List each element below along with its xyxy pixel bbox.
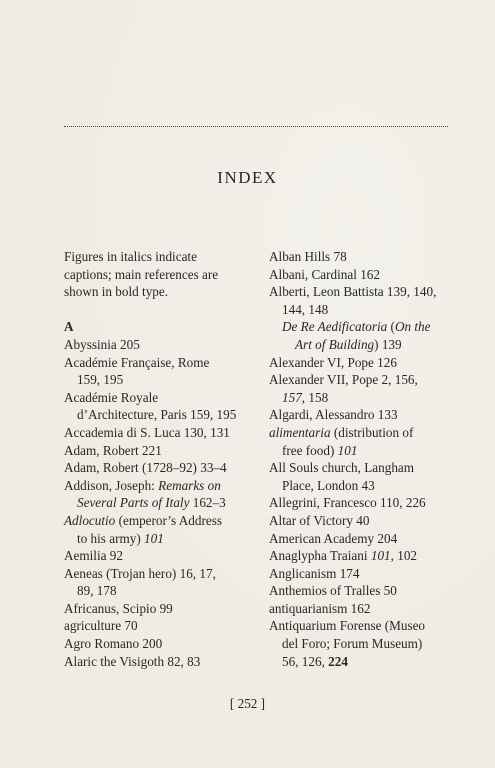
index-entry [269,530,459,548]
section-letter: A [64,319,74,335]
entry-line [64,600,254,618]
entry-line [64,477,254,495]
index-entry [269,371,459,406]
entry-text: free food) [282,442,338,458]
entry-line [269,565,459,583]
entry-text: 144, 148 [282,301,329,317]
entry-text: Adlocutio [64,512,116,528]
index-entry [269,266,459,284]
index-entry [269,600,459,618]
index-entry [269,424,459,459]
entry-line [269,266,459,284]
entry-text: Adam, Robert 221 [64,442,162,458]
index-entry [269,406,459,424]
index-entry [64,547,254,565]
entry-text: 89, 178 [77,583,117,599]
index-entry [64,635,254,653]
entry-line [269,283,459,301]
entry-text: Accademia di S. Luca 130, 131 [64,424,230,440]
entry-line [64,389,254,407]
entry-text: Anglicanism 174 [269,565,360,581]
entry-text: Place, London 43 [282,477,375,493]
entry-line [269,459,459,477]
entry-text: d’Architecture, Paris 159, 195 [77,407,237,423]
entry-text: Aeneas (Trojan hero) 16, 17, [64,565,216,581]
index-entry [64,600,254,618]
index-entry [64,389,254,424]
entry-text: , 102 [390,548,417,564]
index-entry [269,283,459,318]
entry-text: 101 [144,530,164,546]
page-title: INDEX [217,168,278,187]
index-entries-left [64,336,254,670]
entry-text: (emperor’s Address [115,512,222,528]
entry-text: De Re Aedificatoria [282,319,388,335]
entry-text: 157 [282,389,302,405]
entry-line [269,653,459,671]
entry-text: Adam, Robert (1728–92) 33–4 [64,460,227,476]
entry-line [64,494,254,512]
entry-line [269,530,459,548]
index-column-left [64,248,254,670]
entry-line [64,530,254,548]
entry-line [64,459,254,477]
entry-line [269,582,459,600]
entry-line [64,617,254,635]
index-entries-right [269,248,459,670]
entry-line [269,371,459,389]
entry-text: Aemilia 92 [64,548,123,564]
index-entry [64,565,254,600]
entry-line [64,442,254,460]
index-entry [269,512,459,530]
entry-line [64,582,254,600]
entry-line [269,512,459,530]
entry-line [64,406,254,424]
entry-text: agriculture 70 [64,618,138,634]
entry-line [269,301,459,319]
index-entry [64,336,254,354]
entry-line [64,354,254,372]
entry-line [269,424,459,442]
entry-text: , 158 [301,389,329,405]
entry-line [269,494,459,512]
entry-text: Agro Romano 200 [64,636,163,652]
entry-line [269,389,459,407]
entry-text: Alexander VI, Pope 126 [269,354,397,370]
entry-text: Albani, Cardinal 162 [269,266,380,282]
index-intro-note [64,248,254,301]
entry-text: Several Parts of Italy [77,495,190,511]
entry-line [64,565,254,583]
entry-text: Académie Française, Rome [64,354,210,370]
entry-text: Remarks on [158,477,221,493]
entry-line [64,653,254,671]
entry-text: Abyssinia 205 [64,336,140,352]
index-entry [64,354,254,389]
entry-text: to his army) [77,530,145,546]
entry-text: antiquarianism 162 [269,600,371,616]
index-entry [269,565,459,583]
entry-line [64,336,254,354]
entry-text: ( [387,319,395,335]
entry-text: alimentaria [269,424,331,440]
entry-text: Allegrini, Francesco 110, 226 [269,495,426,511]
entry-text: Anthemios of Tralles 50 [269,583,397,599]
entry-text: (distribution of [330,424,414,440]
entry-line [269,617,459,635]
entry-line [269,336,459,354]
entry-line [64,635,254,653]
entry-text: 159, 195 [77,372,124,388]
entry-text: Antiquarium Forense (Museo [269,618,426,634]
index-entry [269,547,459,565]
entry-line [269,635,459,653]
index-entry [64,459,254,477]
entry-line [64,512,254,530]
entry-text: American Academy 204 [269,530,398,546]
entry-line [269,442,459,460]
page-number: [ 252 ] [229,696,266,711]
entry-line [64,424,254,442]
entry-line [269,600,459,618]
entry-text: 162–3 [189,495,226,511]
index-subentry [269,318,459,353]
index-entry [269,459,459,494]
index-entry [269,582,459,600]
index-entry [269,617,459,670]
index-entry [269,354,459,372]
entry-text: Académie Royale [64,389,159,405]
index-entry [64,442,254,460]
index-entry [64,653,254,671]
entry-text: Alberti, Leon Battista 139, 140, [269,284,437,300]
entry-text: 224 [328,653,348,669]
entry-text: Anaglypha Traiani [269,548,371,564]
entry-text: 101 [370,548,391,564]
index-entry [64,617,254,635]
entry-text: On the [394,319,431,335]
entry-text: Alban Hills 78 [269,249,347,264]
entry-text: Art of Building [295,336,375,352]
index-column-right [269,248,459,670]
entry-line [64,547,254,565]
entry-line [269,318,459,336]
entry-text: 56, 126, [282,653,329,669]
entry-line [64,371,254,389]
entry-line [269,547,459,565]
entry-line [269,354,459,372]
index-entry [64,424,254,442]
entry-text: Alexander VII, Pope 2, 156, [269,372,418,388]
entry-text: Addison, Joseph: [64,477,159,493]
index-entry [269,494,459,512]
entry-text: 101 [337,442,358,458]
entry-line [269,477,459,495]
entry-text: del Foro; Forum Museum) [282,636,423,652]
entry-text: Altar of Victory 40 [269,512,370,528]
entry-line [269,248,459,266]
intro-line: Figures in italics indicate [64,249,197,264]
entry-text: Algardi, Alessandro 133 [269,407,398,423]
index-entry [64,477,254,512]
intro-line: shown in bold type. [64,284,169,300]
entry-text: ) 139 [374,336,402,352]
index-entry [64,512,254,547]
entry-text: Africanus, Scipio 99 [64,600,173,616]
index-entry [269,248,459,266]
entry-text: Alaric the Visigoth 82, 83 [64,653,201,669]
intro-line: captions; main references are [64,266,219,282]
entry-line [269,406,459,424]
dotted-rule [64,126,448,127]
entry-text: All Souls church, Langham [269,460,415,476]
